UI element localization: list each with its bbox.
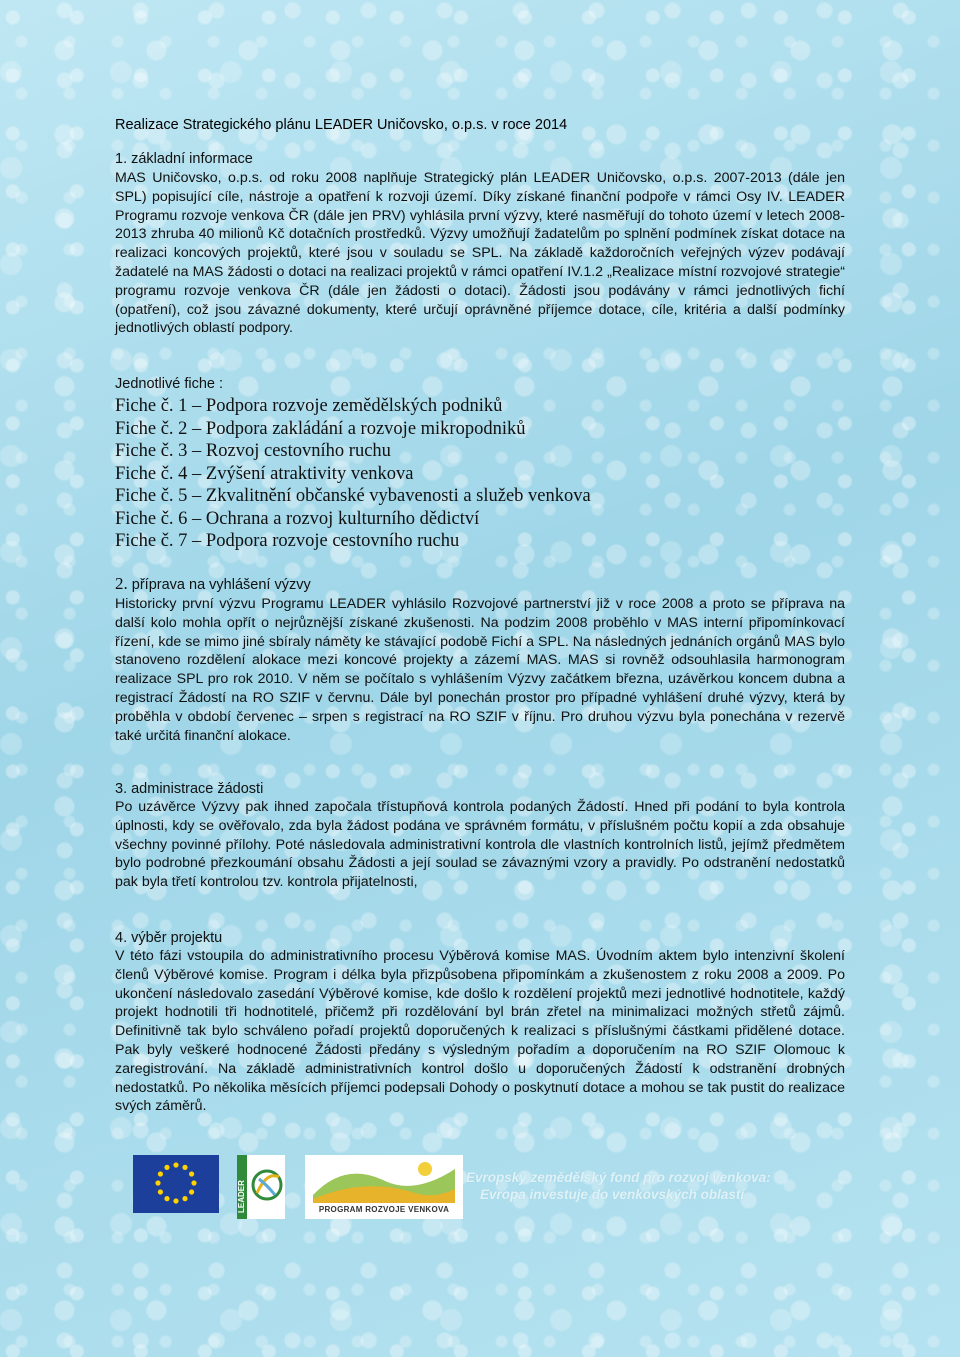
fiche-item: Fiche č. 5 – Zkvalitnění občanské vybavenosti a služeb venkova	[115, 486, 591, 506]
prv-logo	[305, 1155, 463, 1219]
prv-landscape-icon	[305, 1155, 463, 1205]
prv-logo-text: PROGRAM ROZVOJE VENKOVA	[318, 1205, 450, 1214]
fiche-item: Fiche č. 4 – Zvýšení atraktivity venkova	[115, 463, 414, 484]
section-heading	[115, 574, 845, 594]
fiche-item: Fiche č. 1 – Podpora rozvoje zemědělských podniků	[115, 396, 503, 416]
fiche-item: Fiche č. 3 – Rozvoj cestovního ruchu	[115, 441, 391, 461]
fiche-item: Fiche č. 6 – Ochrana a rozvoj kulturního dědictví	[115, 508, 480, 529]
eafrd-line: Evropa investuje do venkovských oblastí	[480, 1187, 745, 1202]
fiche-item: Fiche č. 2 – Podpora zakládání a rozvoje mikropodniků	[115, 418, 526, 439]
section-basic-info	[115, 151, 845, 338]
leader-emblem-icon	[237, 1155, 285, 1219]
section-selection	[115, 930, 845, 1116]
fiche-label: Jednotlivé fiche :	[115, 376, 224, 392]
eu-flag-logo	[133, 1155, 219, 1213]
section-text: Historicky první výzvu Programu LEADER vyhlásilo Rozvojové partnerství již v roce 2008 a proto se příprava na další kolo mohla opřít o nejrůznější získané zkušenosti. Na podzim 2008 proběhlo v MAS interní připomínkovací řízení, kde se mimo jiné sbíraly náměty ke stávající podobě Fichí a SPL. Na následných jednáních orgánů MAS bylo stanoveno rozdělení alokace mezi koncové projekty a zázemí MAS. MAS si rovněž odsouhlasila harmonogram realizace SPL pro rok 2010. V něm se počítalo s vyhlášením Výzvy začátkem března, uzávěrkou koncem dubna a registrací Žádostí na RO SZIF v červnu. Dále byl ponechán prostor pro případné vyhlášení druhé výzvy, která by proběhla v období červenec – srpen s registrací na RO SZIF v říjnu. Pro druhou výzvu byla ponechána v rezervě také určitá finanční alokace.	[115, 596, 845, 744]
eafrd-line: Evropský zemědělský fond pro rozvoj venkova:	[466, 1170, 771, 1185]
section-text: Po uzávěrce Výzvy pak ihned započala třístupňová kontrola podaných Žádostí. Hned při podání to byla kontrola úplnosti, kdy se ověřovalo, zda byla žádost podána ve správném formátu, v příslušném počtu kopií a zda obsahuje všechny povinné přílohy. Poté následovala administrativní kontrola dle vlastních kontrolních listů, jejímž předmětem bylo podrobné přezkoumání obsahu Žádosti a její soulad se závaznými vzory a pravidly. Po odstranění nedostatků pak byla třetí kontrolou tzv. kontrola přijatelnosti,	[115, 799, 845, 891]
section-heading: 3. administrace žádosti	[115, 781, 264, 797]
section-administration	[115, 781, 845, 892]
fiche-item: Fiche č. 7 – Podpora rozvoje cestovního ruchu	[115, 531, 460, 551]
section-heading: 1. základní informace	[115, 151, 253, 167]
fiche-list	[115, 395, 845, 553]
leader-logo-text: LEADER	[237, 1180, 246, 1213]
section-fiche	[115, 376, 845, 553]
eafrd-slogan	[466, 1169, 771, 1203]
document-title: Realizace Strategického plánu LEADER Uničovsko, o.p.s. v roce 2014	[115, 117, 568, 133]
section-text: V této fázi vstoupila do administrativního procesu Výběrová komise MAS. Úvodním aktem bylo intenzivní školení členů Výběrové komise. Program i délka byla přizpůsobena připomínkám a zkušenostem z roku 2008 a 2009. Po ukončení následovalo zasedání Výběrové komise, kde došlo k rozdělení projektů mezi jednotlivé hodnotitele, každý projekt hodnotili tři hodnotitelé, přičemž při rozdělování byl brán zřetel na minimalizaci možných střetů zájmů. Definitivně tak bylo schváleno pořadí projektů doporučených k realizaci s příslušnými částkami přidělené dotace. Pak byly veškeré hodnocené Žádosti předány s výsledným pořadím a doporučením na RO SZIF Olomouc k zaregistrování. Na základě administrativních kontrol došlo u doporučených Žádostí k odstranění drobných nedostatků. Po několika měsících příjemci podepsali Dohody o poskytnutí dotace a mohou se tak pustit do realizace svých záměrů.	[115, 948, 845, 1115]
leader-logo	[237, 1155, 285, 1219]
eu-stars-icon	[133, 1155, 219, 1213]
section-number: 2.	[115, 574, 128, 593]
section-preparation	[115, 574, 845, 745]
section-heading: 4. výběr projektu	[115, 930, 223, 946]
section-title: příprava na vyhlášení výzvy	[131, 577, 311, 593]
section-text: MAS Uničovsko, o.p.s. od roku 2008 naplňuje Strategický plán LEADER Uničovsko, o.p.s. 2007-2013 (dále jen SPL) popisující cíle, nástroje a opatření k rozvoji území. Díky získané finanční podpoře v rámci Osy IV. LEADER Programu rozvoje venkova ČR (dále jen PRV) vyhlásila první výzvy, které nasměřují do tohoto území v letech 2008-2013 zhruba 40 milionů Kč dotačních prostředků. Výzvy umožňují žadatelům po splnění podmínek získat dotace na realizaci koncových projektů, které jsou v souladu se SPL. Na základě každoročních veřejných výzev podávají žadatelé na MAS žádosti o dotaci na realizaci projektů v rámci opatření IV.1.2 „Realizace místní rozvojové strategie“ programu rozvoje venkova ČR (dále jen žádosti o dotaci). Žádosti jsou podávány v rámci jednotlivých fichí (opatření), což jsou závazné dokumenty, které určují oprávněné příjemce dotace, cíle, kritéria a další podmínky jednotlivých oblastí podpory.	[115, 170, 845, 337]
footer-logos	[133, 1155, 833, 1219]
